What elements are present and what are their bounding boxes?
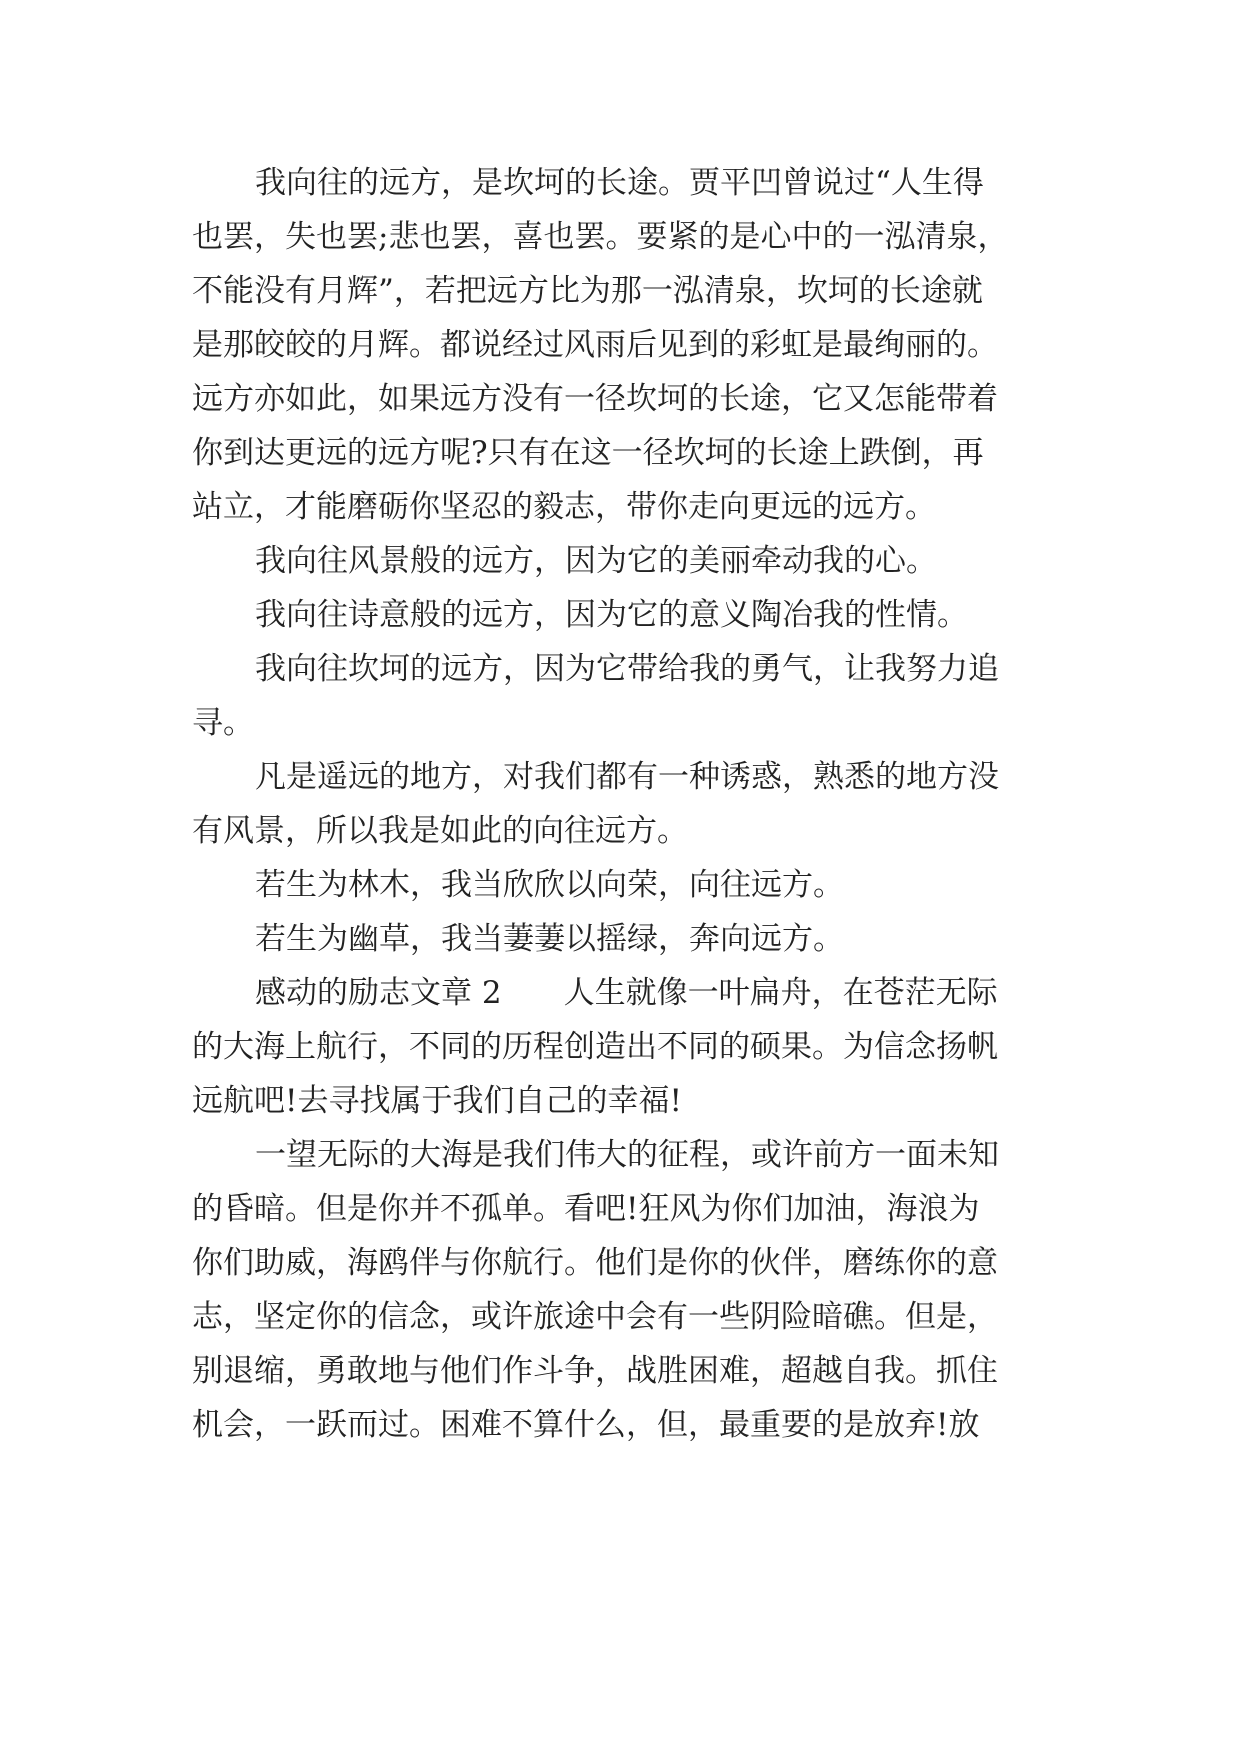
article-body [192,156,1072,1452]
text-line: 站立，才能磨砺你坚忍的毅志，带你走向更远的远方。 [192,489,936,525]
text-line: 若生为幽草，我当萋萋以摇绿，奔向远方。 [255,921,844,957]
text-line: 别退缩，勇敢地与他们作斗争，战胜困难，超越自我。抓住 [192,1353,998,1389]
text-line: 你到达更远的远方呢?只有在这一径坎坷的长途上跌倒，再 [192,435,984,471]
section-heading-line: 感动的励志文章 2 人生就像一叶扁舟，在苍茫无际 [255,975,998,1011]
text-line: 志，坚定你的信念，或许旅途中会有一些阴险暗礁。但是， [192,1299,998,1335]
text-line: 寻。 [192,705,254,741]
text-line: 我向往风景般的远方，因为它的美丽牵动我的心。 [255,543,937,579]
text-line: 机会，一跃而过。困难不算什么，但，最重要的是放弃!放 [192,1407,980,1443]
text-line: 不能没有月辉”，若把远方比为那一泓清泉，坎坷的长途就 [192,273,983,309]
text-line: 若生为林木，我当欣欣以向荣，向往远方。 [255,867,844,903]
text-line: 你们助威，海鸥伴与你航行。他们是你的伙伴，磨练你的意 [192,1245,998,1281]
text-line: 的大海上航行，不同的历程创造出不同的硕果。为信念扬帆 [192,1029,998,1065]
text-line: 是那皎皎的月辉。都说经过风雨后见到的彩虹是最绚丽的。 [192,327,998,363]
text-line: 也罢，失也罢;悲也罢，喜也罢。要紧的是心中的一泓清泉， [192,219,1009,255]
text-line: 我向往坎坷的远方，因为它带给我的勇气，让我努力追 [255,651,999,687]
text-line: 的昏暗。但是你并不孤单。看吧!狂风为你们加油，海浪为 [192,1191,980,1227]
text-line: 我向往诗意般的远方，因为它的意义陶冶我的性情。 [255,597,968,633]
text-line: 远航吧!去寻找属于我们自己的幸福! [192,1083,682,1119]
text-line: 凡是遥远的地方，对我们都有一种诱惑，熟悉的地方没 [255,759,999,795]
text-line: 我向往的远方，是坎坷的长途。贾平凹曾说过“人生得 [255,165,984,201]
text-line: 一望无际的大海是我们伟大的征程，或许前方一面未知 [255,1137,999,1173]
text-line: 远方亦如此，如果远方没有一径坎坷的长途，它又怎能带着 [192,381,998,417]
text-line: 有风景，所以我是如此的向往远方。 [192,813,688,849]
